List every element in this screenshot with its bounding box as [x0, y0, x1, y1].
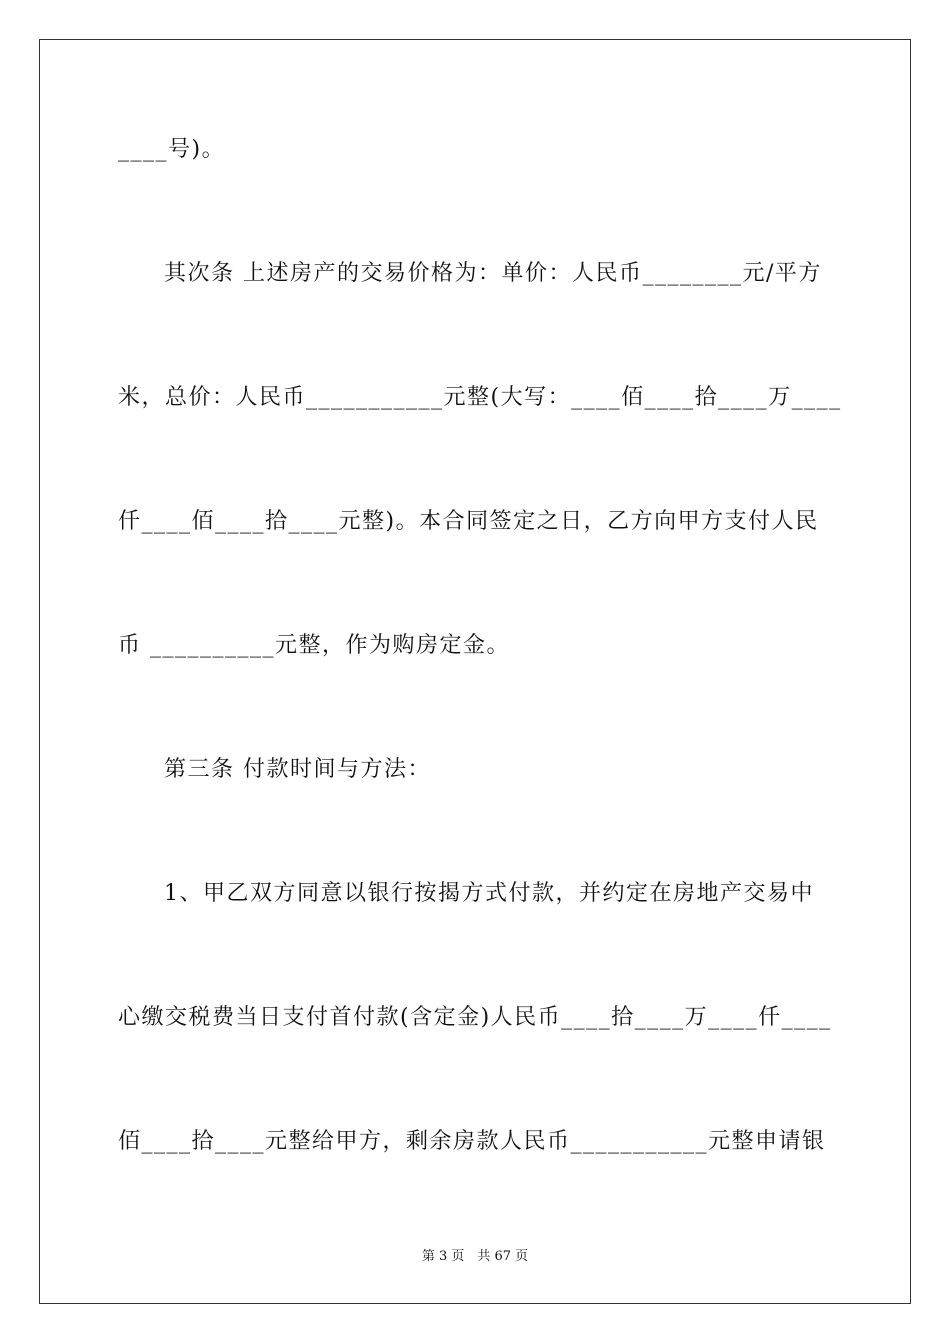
text-line-2: 其次条 上述房产的交易价格为：单价：人民币________元/平方 — [164, 261, 822, 286]
text-line-5: 币 __________元整，作为购房定金。 — [118, 633, 510, 658]
page-border — [39, 39, 911, 1304]
text-line-8: 心缴交税费当日支付首付款(含定金)人民币____拾____万____仟____ — [118, 1005, 832, 1030]
text-line-4: 仟____佰____拾____元整)。本合同签定之日，乙方向甲方支付人民 — [118, 509, 819, 534]
page-number-footer: 第 3 页 共 67 页 — [421, 1249, 529, 1264]
text-line-7: 1、甲乙双方同意以银行按揭方式付款，并约定在房地产交易中 — [164, 881, 814, 906]
text-line-3: 米，总价：人民币___________元整(大写：____佰____拾____万____ — [118, 385, 842, 410]
text-line-1: ____号)。 — [118, 137, 226, 162]
text-line-6: 第三条 付款时间与方法： — [164, 757, 431, 782]
text-line-9: 佰____拾____元整给甲方，剩余房款人民币___________元整申请银 — [118, 1129, 826, 1154]
